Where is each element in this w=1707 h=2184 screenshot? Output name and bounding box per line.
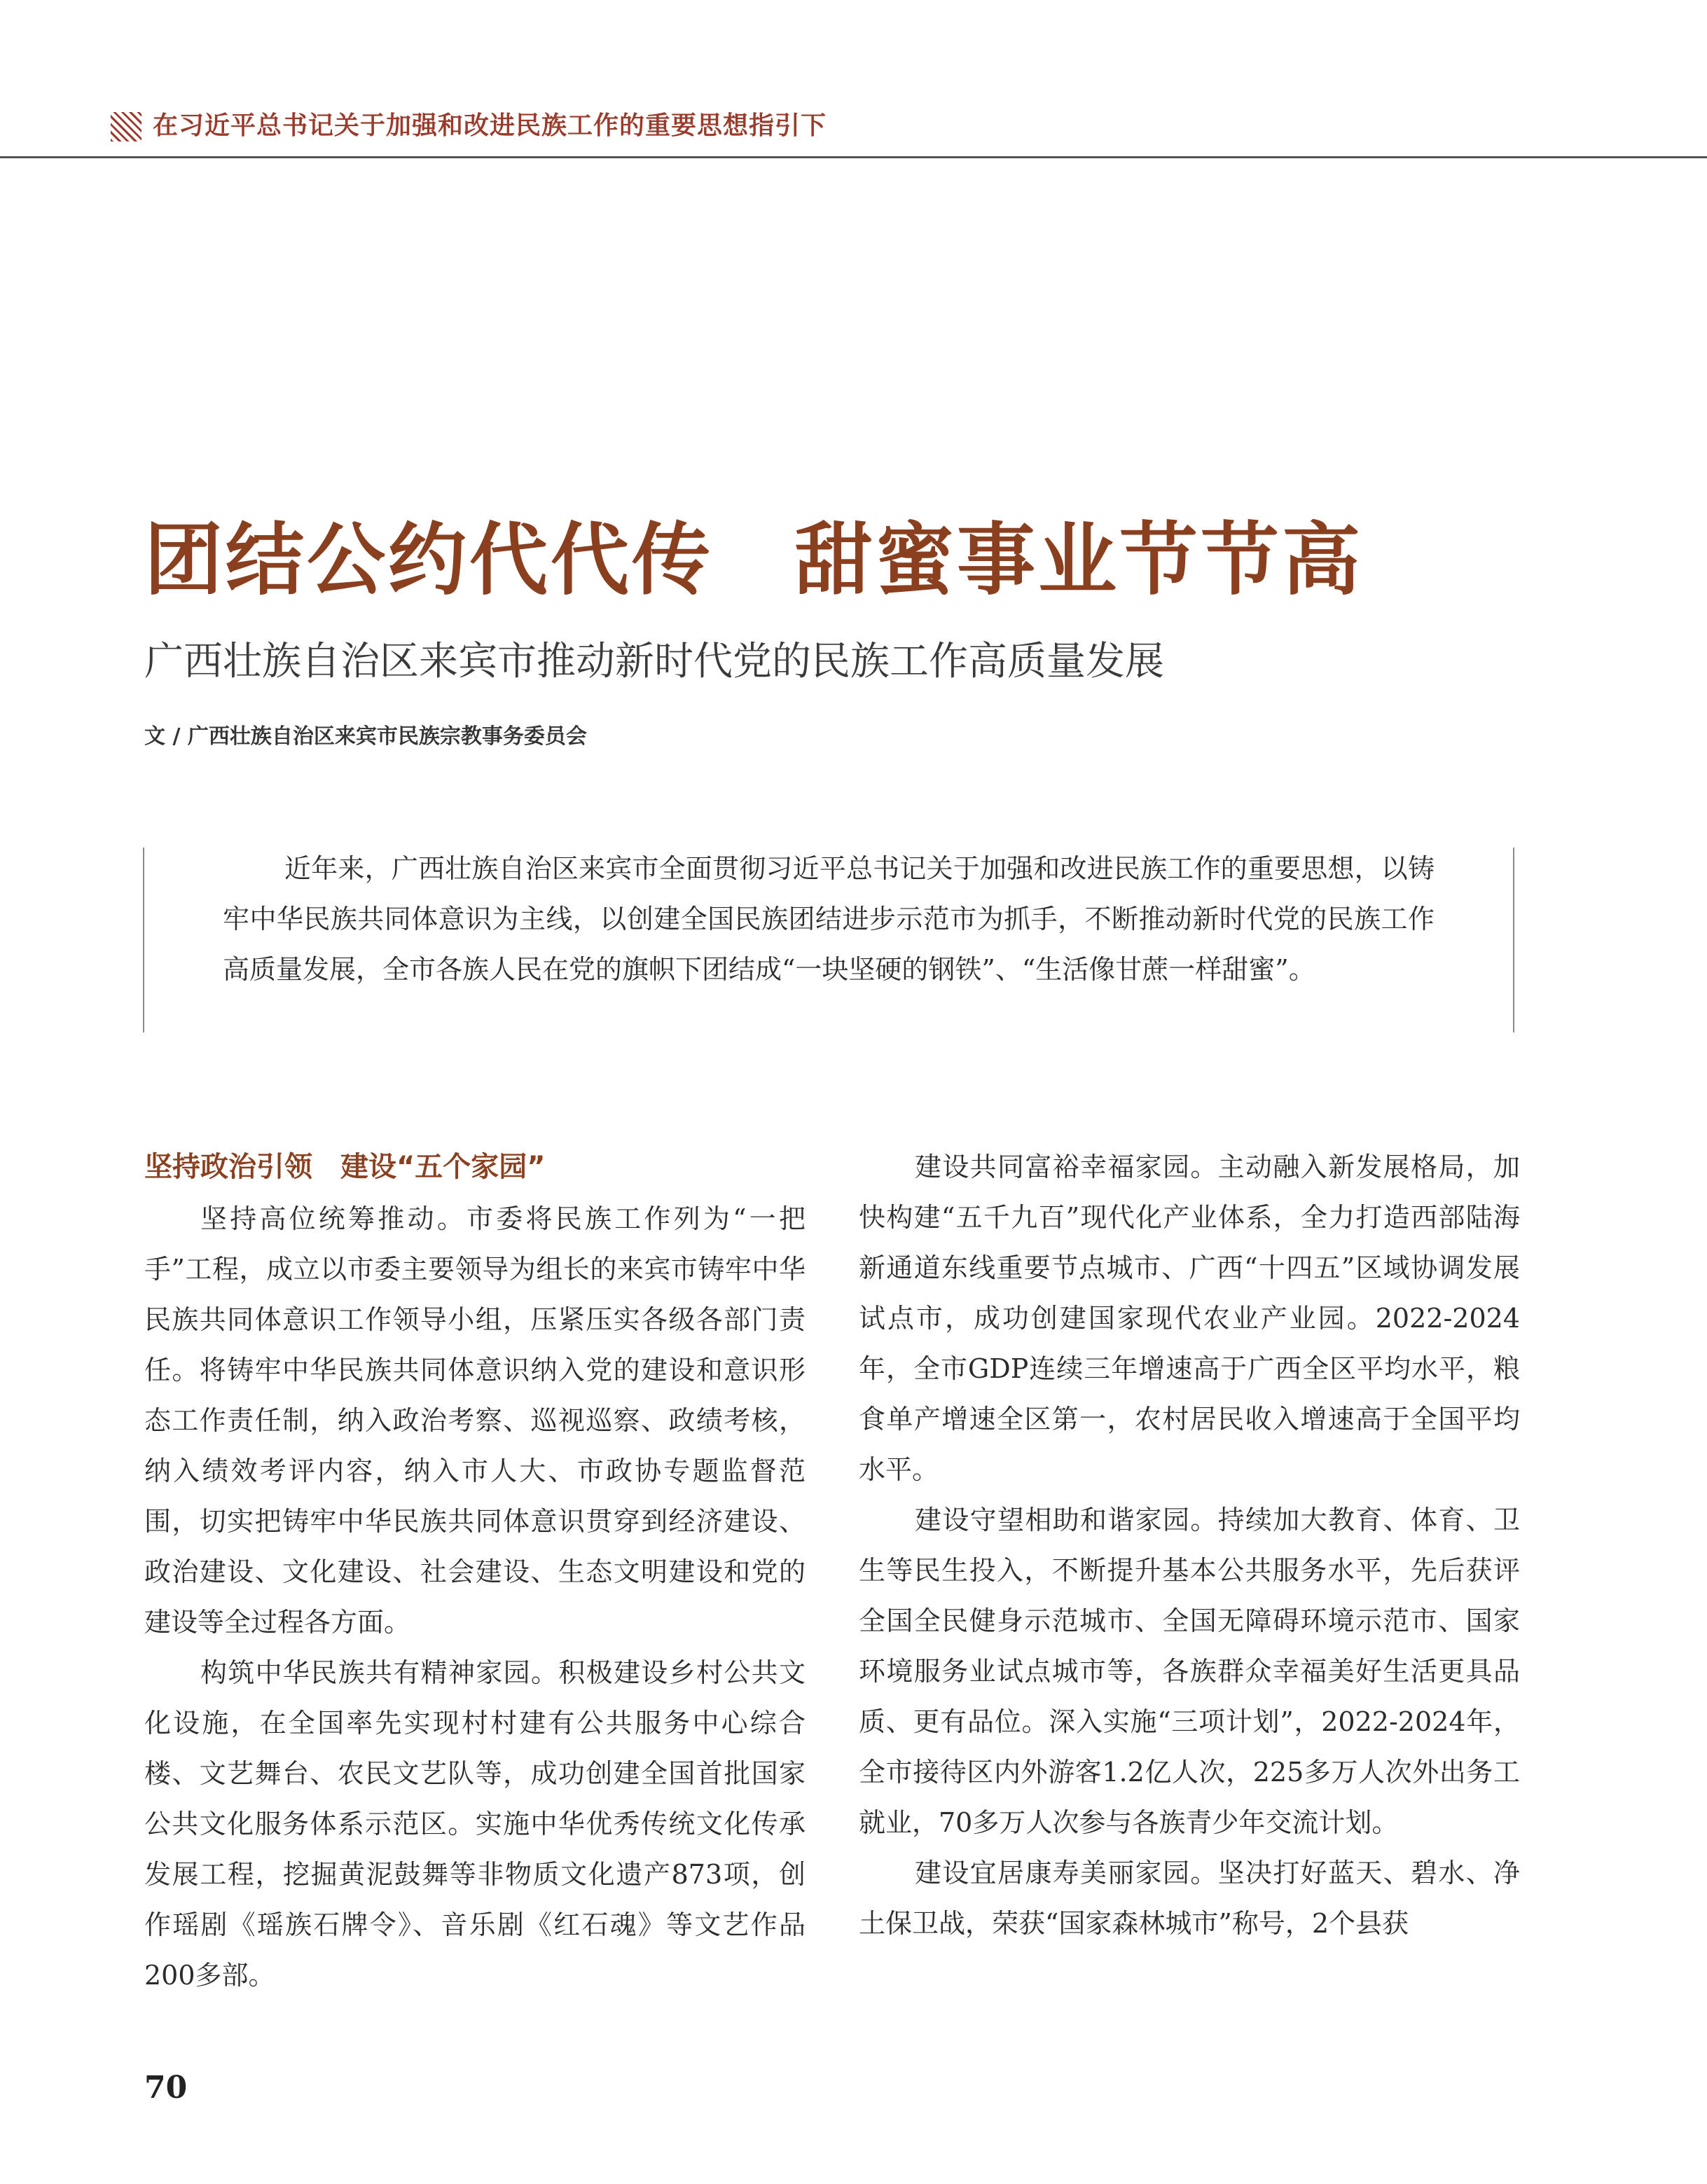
page-number: 70	[144, 2070, 188, 2106]
article-subtitle: 广西壮族自治区来宾市推动新时代党的民族工作高质量发展	[144, 639, 1164, 684]
header-divider	[0, 156, 1707, 158]
hatch-pattern-icon	[111, 112, 141, 141]
right-column	[859, 1142, 1520, 1949]
body-paragraph: 构筑中华民族共有精神家园。积极建设乡村公共文化设施，在全国率先实现村村建有公共服务中心综合楼、文艺舞台、农民文艺队等，成功创建全国首批国家公共文化服务体系示范区。实施中华优秀传统文化传承发展工程，挖掘黄泥鼓舞等非物质文化遗产873项，创作瑶剧《瑶族石牌令》、音乐剧《红石魂》等文艺作品200多部。	[144, 1657, 806, 1991]
body-paragraph: 坚持高位统筹推动。市委将民族工作列为“一把手”工程，成立以市委主要领导为组长的来宾市铸牢中华民族共同体意识工作领导小组，压紧压实各级各部门责任。将铸牢中华民族共同体意识纳入党的建设和意识形态工作责任制，纳入政治考察、巡视巡察、政绩考核，纳入绩效考评内容，纳入市人大、市政协专题监督范围，切实把铸牢中华民族共同体意识贯穿到经济建设、政治建设、文化建设、社会建设、生态文明建设和党的建设等全过程各方面。	[144, 1203, 806, 1638]
running-header-title: 在习近平总书记关于加强和改进民族工作的重要思想指引下	[153, 111, 827, 140]
article-title: 团结公约代代传 甜蜜事业节节高	[144, 514, 1363, 606]
article-byline: 文 / 广西壮族自治区来宾市民族宗教事务委员会	[144, 724, 587, 749]
article-abstract: 近年来，广西壮族自治区来宾市全面贯彻习近平总书记关于加强和改进民族工作的重要思想，以铸牢中华民族共同体意识为主线，以创建全国民族团结进步示范市为抓手，不断推动新时代党的民族工作高质量发展，全市各族人民在党的旗帜下团结成“一块坚硬的钢铁”、“生活像甘蔗一样甜蜜”。	[223, 853, 1435, 985]
section-heading: 坚持政治引领 建设“五个家园”	[144, 1151, 546, 1183]
body-paragraph: 建设宜居康寿美丽家园。坚决打好蓝天、碧水、净土保卫战，荣获“国家森林城市”称号，2个县获	[859, 1858, 1520, 1939]
body-paragraph: 建设守望相助和谐家园。持续加大教育、体育、卫生等民生投入，不断提升基本公共服务水平，先后获评全国全民健身示范城市、全国无障碍环境示范市、国家环境服务业试点城市等，各族群众幸福美好生活更具品质、更有品位。深入实施“三项计划”，2022-2024年，全市接待区内外游客1.2亿人次，225多万人次外出务工就业，70多万人次参与各族青少年交流计划。	[859, 1505, 1520, 1838]
body-paragraph: 建设共同富裕幸福家园。主动融入新发展格局，加快构建“五千九百”现代化产业体系，全力打造西部陆海新通道东线重要节点城市、广西“十四五”区域协调发展试点市，成功创建国家现代农业产业园。2022-2024年，全市GDP连续三年增速高于广西全区平均水平，粮食单产增速全区第一，农村居民收入增速高于全国平均水平。	[859, 1152, 1520, 1485]
left-column	[144, 1142, 806, 2000]
